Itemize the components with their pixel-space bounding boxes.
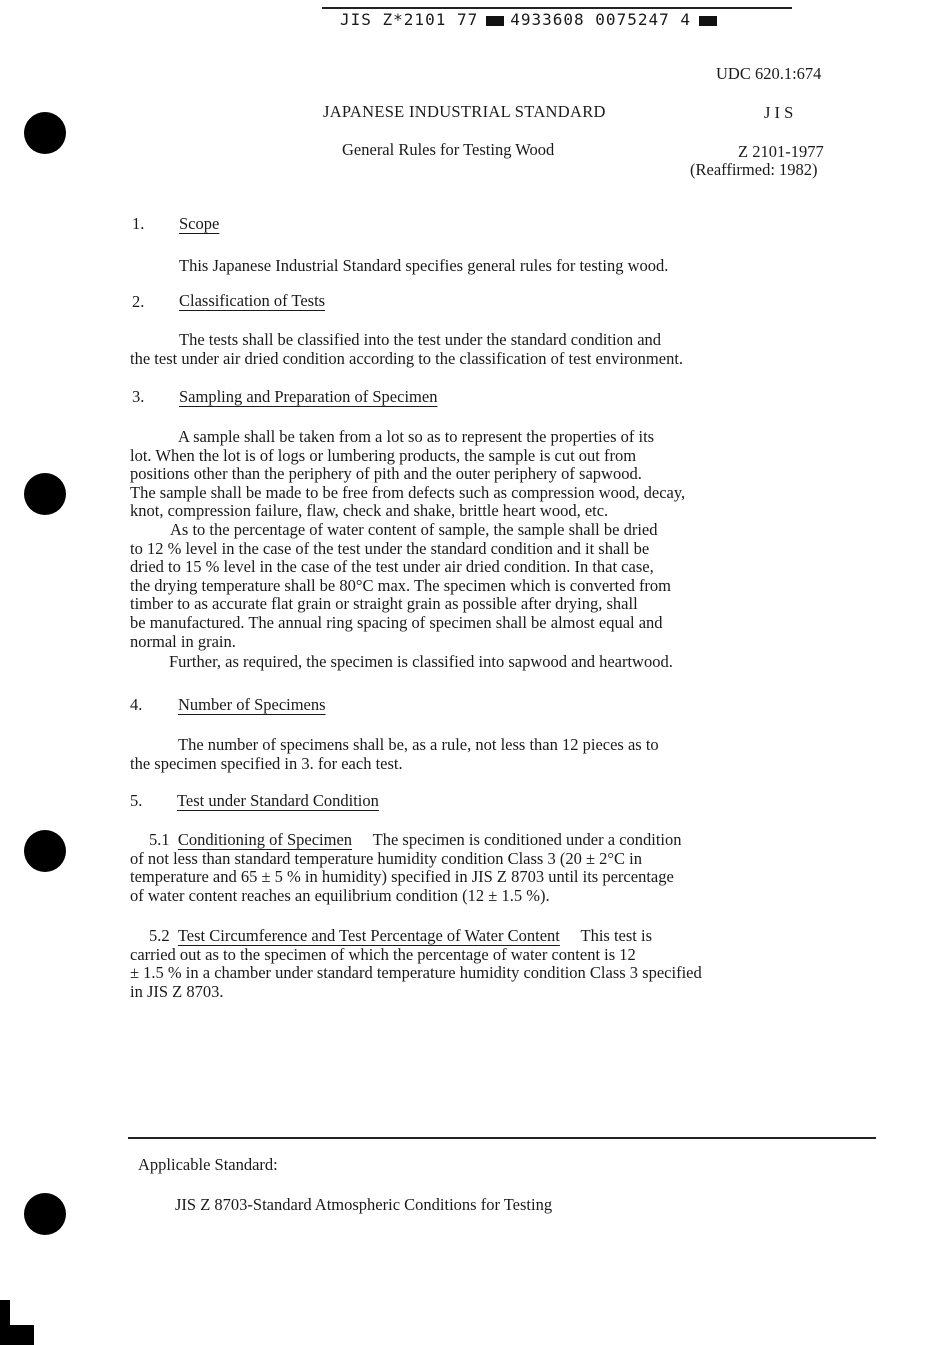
org-name: JAPANESE INDUSTRIAL STANDARD <box>323 102 606 121</box>
text-line: of not less than standard temperature humidity condition Class 3 (20 ± 2°C in <box>130 848 642 868</box>
subsection-heading: Conditioning of Specimen <box>177 830 353 849</box>
text-line: ± 1.5 % in a chamber under standard temperature humidity condition Class 3 specified <box>130 963 702 983</box>
section-number: 1. <box>132 214 145 233</box>
text-line: be manufactured. The annual ring spacing of specimen shall be almost equal and <box>130 612 663 632</box>
reaffirmed-note: (Reaffirmed: 1982) <box>690 160 818 179</box>
subsection-5-2 <box>130 927 890 1001</box>
section-heading: Number of Specimens <box>178 695 326 714</box>
ref-id: JIS Z*2101 77 <box>340 10 479 29</box>
applicable-standard-item: JIS Z 8703-Standard Atmospheric Conditions for Testing <box>175 1195 553 1214</box>
applicable-standard-label: Applicable Standard: <box>138 1155 278 1174</box>
punch-hole-icon <box>24 112 66 154</box>
block-mark <box>486 16 504 26</box>
text-line: knot, compression failure, flaw, check and shake, brittle heart wood, etc. <box>130 501 609 521</box>
document-reference-line <box>340 10 723 29</box>
jis-mark: J I S <box>764 103 794 122</box>
block-mark <box>699 16 717 26</box>
section-heading: Sampling and Preparation of Specimen <box>179 387 438 406</box>
punch-hole-icon <box>24 830 66 872</box>
subsection-number: 5.1 <box>149 830 170 849</box>
text-line: carried out as to the specimen of which the percentage of water content is 12 <box>130 944 636 964</box>
text-line: of water content reaches an equilibrium condition (12 ± 1.5 %). <box>130 885 550 905</box>
text-line: to 12 % level in the case of the test under the standard condition and it shall be <box>130 538 650 558</box>
top-rule <box>322 7 792 9</box>
standard-number: Z 2101-1977 <box>738 142 824 161</box>
footer-rule <box>128 1137 876 1139</box>
text-line: in JIS Z 8703. <box>130 981 224 1001</box>
ref-code: 4933608 0075247 4 <box>510 10 691 29</box>
paragraph <box>130 428 890 672</box>
section-number: 4. <box>130 695 143 714</box>
text-run: This test is <box>580 926 652 945</box>
text-line <box>130 831 890 850</box>
subsection-number: 5.2 <box>149 926 170 945</box>
section-number: 2. <box>132 292 145 311</box>
text-line: A sample shall be taken from a lot so as to represent the properties of its <box>178 427 655 446</box>
udc-code: UDC 620.1:674 <box>716 64 822 83</box>
page-title: General Rules for Testing Wood <box>342 140 555 159</box>
paragraph: This Japanese Industrial Standard specifies general rules for testing wood. <box>179 256 669 275</box>
text-line: the test under air dried condition according to the classification of test environment. <box>130 348 684 368</box>
subsection-heading: Test Circumference and Test Percentage of Water Content <box>177 926 560 945</box>
paragraph <box>130 331 890 368</box>
text-line: As to the percentage of water content of sample, the sample shall be dried <box>170 519 658 539</box>
punch-hole-icon <box>24 1193 66 1235</box>
text-line: normal in grain. <box>130 631 236 651</box>
paragraph <box>130 736 890 773</box>
text-line: The number of specimens shall be, as a rule, not less than 12 pieces as to <box>178 735 659 754</box>
text-run: The specimen is conditioned under a condition <box>372 830 682 849</box>
text-line: the specimen specified in 3. for each test. <box>130 753 403 773</box>
text-line: timber to as accurate flat grain or straight grain as possible after drying, shall <box>130 594 638 614</box>
section-heading: Classification of Tests <box>179 291 326 310</box>
text-line: lot. When the lot is of logs or lumbering products, the sample is cut out from <box>130 445 637 465</box>
text-line: The tests shall be classified into the test under the standard condition and <box>179 330 662 349</box>
punch-hole-icon <box>24 473 66 515</box>
subsection-5-1 <box>130 831 890 905</box>
section-heading: Scope <box>179 214 220 233</box>
section-heading: Test under Standard Condition <box>177 791 379 810</box>
text-line: Further, as required, the specimen is classified into sapwood and heartwood. <box>169 652 673 672</box>
section-number: 5. <box>130 791 143 810</box>
scan-edge-mark <box>0 1325 34 1345</box>
section-number: 3. <box>132 387 145 406</box>
text-line <box>130 927 890 946</box>
text-line: temperature and 65 ± 5 % in humidity) specified in JIS Z 8703 until its percentage <box>130 867 674 887</box>
text-line: The sample shall be made to be free from defects such as compression wood, decay, <box>130 482 686 502</box>
text-line: the drying temperature shall be 80°C max. The specimen which is converted from <box>130 575 672 595</box>
text-line: positions other than the periphery of pith and the outer periphery of sapwood. <box>130 464 642 484</box>
text-line: dried to 15 % level in the case of the test under air dried condition. In that case, <box>130 557 654 577</box>
